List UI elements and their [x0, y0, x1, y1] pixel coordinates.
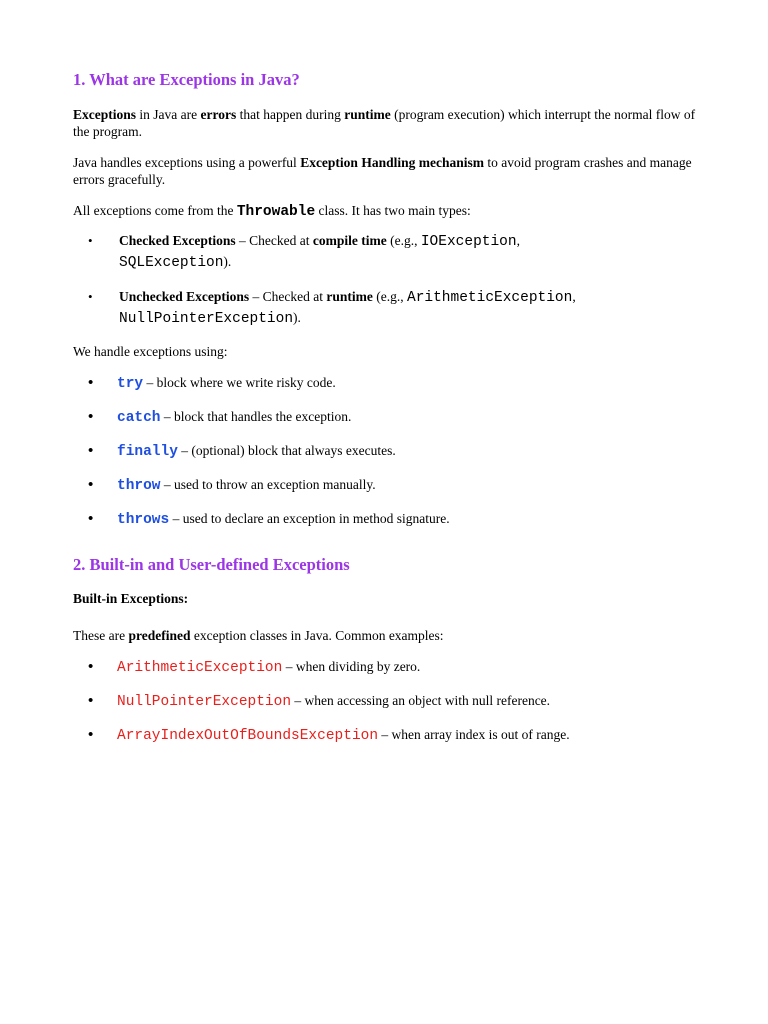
list-item-keyword — [73, 509, 698, 529]
list-item-keyword — [73, 373, 698, 393]
keyword-description: – used to declare an exception in method signature. — [169, 511, 450, 526]
list-item-example — [73, 657, 698, 677]
exception-types-list — [73, 231, 698, 329]
bold-term: Exception Handling mechanism — [300, 155, 484, 170]
keyword-finally: finally — [117, 444, 178, 460]
paragraph-handling — [73, 154, 698, 188]
section-heading-exceptions: 1. What are Exceptions in Java? — [73, 70, 300, 89]
bold-term: runtime — [344, 107, 391, 122]
text-run: in Java are — [136, 107, 201, 122]
list-item-unchecked — [73, 287, 698, 329]
exception-name: ArrayIndexOutOfBoundsException — [117, 728, 379, 744]
keyword-description: – block where we write risky code. — [143, 375, 336, 390]
list-item-checked — [73, 231, 698, 273]
example-description: – when accessing an object with null reference. — [291, 693, 551, 708]
bullet: • — [88, 727, 94, 743]
bold-term: compile time — [312, 233, 387, 248]
text-run: (e.g., — [372, 289, 407, 304]
text-run: – Checked at — [249, 289, 327, 304]
text-run: Java handles exceptions using a powerful — [73, 155, 301, 170]
builtin-examples-list — [73, 657, 698, 745]
text-run: exception classes in Java. Common examples: — [190, 628, 444, 643]
text-run: All exceptions come from the — [73, 203, 237, 218]
text-run: ). — [293, 310, 301, 325]
keyword-description: – block that handles the exception. — [160, 409, 352, 424]
text-run: (e.g., — [386, 233, 421, 248]
bullet: • — [88, 443, 94, 459]
bullet: • — [88, 693, 94, 709]
example-description: – when array index is out of range. — [378, 727, 570, 742]
bullet: • — [88, 233, 93, 248]
section-heading-builtin: 2. Built-in and User-defined Exceptions — [73, 555, 350, 574]
list-item-example — [73, 725, 698, 745]
bullet: • — [88, 289, 93, 304]
example-description: – when dividing by zero. — [282, 659, 421, 674]
text-run: – Checked at — [235, 233, 313, 248]
code-throwable: Throwable — [236, 204, 316, 220]
keyword-description: – used to throw an exception manually. — [160, 477, 376, 492]
paragraph-definition — [73, 106, 698, 140]
bold-term: runtime — [326, 289, 373, 304]
list-item-keyword — [73, 475, 698, 495]
bold-term: predefined — [128, 628, 191, 643]
bullet: • — [88, 409, 94, 425]
keyword-throws: throws — [117, 512, 170, 528]
subheading-builtin: Built-in Exceptions: — [73, 591, 189, 606]
text-run: ). — [223, 254, 232, 269]
text-run: class. It has two main types: — [315, 203, 471, 218]
code-example: IOException — [420, 234, 517, 250]
exception-name: NullPointerException — [117, 694, 292, 710]
text-run: , — [572, 289, 576, 304]
code-example: ArithmeticException — [407, 290, 573, 306]
text-run: (program execution) which interrupt the normal flow of the program. — [73, 107, 696, 139]
bullet: • — [88, 375, 94, 391]
keyword-catch: catch — [117, 410, 161, 426]
bullet: • — [88, 477, 94, 493]
bullet: • — [88, 511, 94, 527]
code-example: SQLException — [119, 255, 224, 271]
bold-term: Checked Exceptions — [119, 233, 236, 248]
text-run: These are — [73, 628, 129, 643]
keyword-try: try — [117, 376, 144, 392]
code-example: NullPointerException — [119, 311, 294, 327]
list-item-keyword — [73, 407, 698, 427]
bold-term: Unchecked Exceptions — [119, 289, 250, 304]
keyword-throw: throw — [117, 478, 161, 494]
text-run: that happen during — [236, 107, 345, 122]
text-run: to avoid program crashes and manage errors gracefully. — [73, 155, 692, 187]
paragraph-throwable — [73, 202, 698, 221]
bullet: • — [88, 659, 94, 675]
text-run: , — [516, 233, 520, 248]
document-content — [73, 70, 698, 759]
list-item-keyword — [73, 441, 698, 461]
bold-term: Exceptions — [73, 107, 137, 122]
list-item-example — [73, 691, 698, 711]
exception-name: ArithmeticException — [117, 660, 283, 676]
paragraph-handle-using: We handle exceptions using: — [73, 344, 228, 359]
keyword-description: – (optional) block that always executes. — [177, 443, 396, 458]
keyword-list — [73, 373, 698, 529]
paragraph-predefined — [73, 627, 698, 644]
bold-term: errors — [200, 107, 237, 122]
